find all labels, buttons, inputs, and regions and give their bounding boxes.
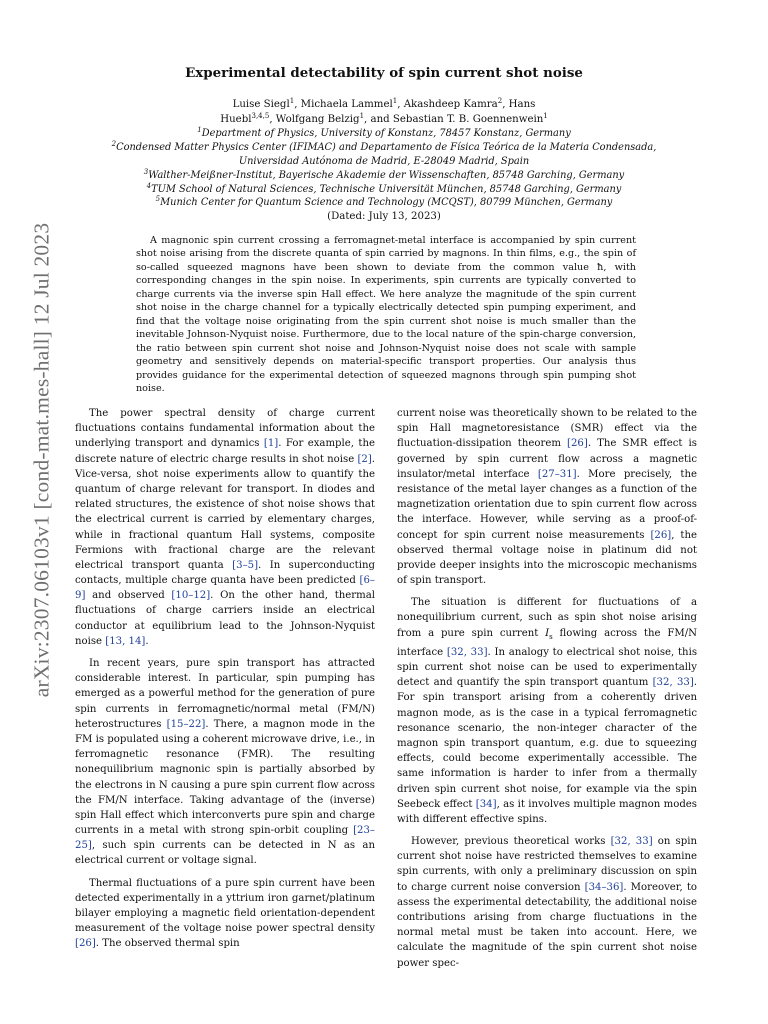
- subscript: s: [549, 632, 553, 641]
- affiliation-2-cont: Universidad Autónoma de Madrid, E-28049 Madrid, Spain: [238, 156, 530, 167]
- citation-link[interactable]: [26]: [567, 438, 588, 450]
- math-symbol: I: [545, 627, 550, 639]
- superscript: 2: [111, 140, 117, 148]
- superscript: 3: [143, 168, 149, 176]
- abstract: A magnonic spin current crossing a ferromagnet-metal interface is accompanied by spin current shot noise arising from the discrete quanta of spin carried by magnons. In thin films, e.g., the spin of so-called squeezed magnons have been shown to deviate from the common value ħ, with corresponding changes in the spin noise. In experiments, spin currents are typically converted to charge currents via the inverse spin Hall effect. We here analyze the magnitude of the spin current shot noise in the charge channel for a typically electrically detected spin pumping experiment, and find that the voltage noise originating from the spin current shot noise is much smaller than the inevitable Johnson-Nyquist noise. Furthermore, due to the local nature of the spin-charge conversion, the ratio between spin current shot noise and Johnson-Nyquist noise does not scale with sample geometry and sensitively depends on material-specific transport properties. Our analysis thus provides guidance for the experimental detection of squeezed magnons through spin pumping shot noise.: [136, 235, 636, 394]
- paragraph: In recent years, pure spin transport has attracted considerable interest. In particular, spin pumping has emerged as a powerful method for the generation of pure spin currents in ferromagnetic/normal metal (FM/N) heterostructures [15–22]. There, a magnon mode in the FM is populated using a coherent microwave drive, i.e., in ferromagnetic resonance (FMR). The resulting nonequilibrium magnonic spin is partially absorbed by the electrons in N causing a pure spin current flow across the FM/N interface. Taking advantage of the (inverse) spin Hall effect which interconverts pure spin and charge currents in a metal with strong spin-orbit coupling [23–25], such spin currents can be detected in N as an electrical current or voltage signal.: [75, 658, 375, 867]
- superscript: 4: [146, 182, 152, 190]
- superscript: 1: [197, 126, 202, 134]
- citation-link[interactable]: [27–31]: [537, 468, 577, 480]
- citation-link[interactable]: [26]: [650, 529, 672, 541]
- citation-link[interactable]: [13, 14]: [105, 635, 146, 647]
- citation-link[interactable]: [2]: [357, 453, 372, 465]
- paragraph: current noise was theoretically shown to be related to the spin Hall magnetoresistance (SMR) effect via the fluctuation-dissipation theorem [26]. The SMR effect is governed by spin current flow across a magnetic insulator/metal interface [27–31]. More precisely, the resistance of the metal layer changes as a function of the magnetization orientation due to spin current flow across the interface. However, while serving as a proof-of-concept for spin current noise measurements [26], the observed thermal voltage noise in platinum did not provide deeper insights into the microscopic mechanisms of spin transport.: [397, 408, 697, 587]
- superscript: 1: [392, 97, 398, 105]
- citation-link[interactable]: [3–5]: [232, 559, 259, 571]
- citation-link[interactable]: [6–9]: [75, 575, 375, 602]
- authors-line-2: Huebl$^{3,4,5}$, Wolfgang Belzig$^1$, and Sebastian T. B. Goennenwein$^1$: [220, 112, 548, 125]
- superscript: 5: [155, 195, 161, 203]
- superscript: 3,4,5: [251, 112, 270, 120]
- arxiv-identifier-stamp: [22, 222, 62, 698]
- paragraph: However, previous theoretical works [32, 33] on spin current shot noise have restricted themselves to examine spin currents, with only a preliminary discussion on spin to charge current noise conversion [34–36]. Moreover, to assess the experimental detectability, the additional noise contributions arising from charge fluctuations in the normal metal must be taken into account. Here, we calculate the magnitude of the spin current shot noise power spec-: [397, 836, 697, 969]
- right-column: [397, 406, 697, 978]
- left-column: [75, 406, 375, 959]
- superscript: 1: [289, 97, 295, 105]
- affiliation-3: $^3$Walther-Meißner-Institut, Bayerische Akademie der Wissenschaften, 85748 Garching, Germany: [143, 168, 625, 181]
- citation-link[interactable]: [34–36]: [584, 881, 624, 893]
- citation-link[interactable]: [32, 33]: [610, 836, 653, 848]
- affiliation-2: $^2$Condensed Matter Physics Center (IFIMAC) and Departamento de Física Teórica de la Materia Condensada,: [111, 140, 657, 153]
- superscript: 1: [543, 112, 548, 120]
- affiliation-1: $^1$Department of Physics, University of Konstanz, 78457 Konstanz, Germany: [197, 126, 571, 139]
- citation-link[interactable]: [10–12]: [171, 590, 211, 602]
- paragraph: Thermal fluctuations of a pure spin current have been detected experimentally in a yttrium iron garnet/platinum bilayer employing a magnetic field orientation-dependent measurement of the voltage noise power spectral density [26]. The observed thermal spin: [75, 877, 375, 950]
- arxiv-identifier-text: arXiv:2307.06103v1 [cond-mat.mes-hall] 12 Jul 2023: [29, 222, 54, 698]
- dated-line: (Dated: July 13, 2023): [327, 211, 441, 222]
- paragraph: The situation is different for fluctuations of a nonequilibrium current, such as spin shot noise arising from a pure spin current $I_s$ flowing across the FM/N interface [32, 33]. In analogy to electrical shot noise, this spin current shot noise can be used to experimentally detect and quantify the spin transport quantum [32, 33]. For spin transport arising from a coherently driven magnon mode, as is the case in a typical ferromagnetic resonance scenario, the non-integer character of the magnon spin transport quantum, e.g. due to squeezing effects, could become experimentally accessible. The same information is harder to infer from a thermally driven spin current shot noise, for example via the spin Seebeck effect [34], as it involves multiple magnon modes with different effective spins.: [397, 597, 698, 825]
- authors-line-1: Luise Siegl$^1$, Michaela Lammel$^1$, Akashdeep Kamra$^2$, Hans: [232, 97, 536, 110]
- citation-link[interactable]: [1]: [263, 438, 279, 450]
- citation-link[interactable]: [15–22]: [166, 718, 206, 730]
- citation-link[interactable]: [26]: [75, 938, 96, 950]
- citation-link[interactable]: [34]: [475, 798, 497, 810]
- affiliation-4: $^4$TUM School of Natural Sciences, Technische Universität München, 85748 Garching, Germany: [146, 182, 622, 195]
- citation-link[interactable]: [23–25]: [75, 825, 375, 852]
- superscript: 2: [497, 97, 503, 105]
- citation-link[interactable]: [32, 33]: [446, 646, 488, 658]
- paragraph: The power spectral density of charge current fluctuations contains fundamental information about the underlying transport and dynamics [1]. For example, the discrete nature of electric charge results in shot noise [2]. Vice-versa, shot noise experiments allow to quantify the quantum of charge relevant for transport. In diodes and related structures, the existence of shot noise shows that the electrical current is carried by elementary charges, while in fractional quantum Hall systems, composite Fermions with fractional charge are the relevant electrical transport quanta [3–5]. In superconducting contacts, multiple charge quanta have been predicted [6–9] and observed [10–12]. On the other hand, thermal fluctuations of charge carriers inside an electrical conductor at equilibrium lead to the Johnson-Nyquist noise [13, 14].: [75, 408, 375, 647]
- superscript: 1: [359, 112, 365, 120]
- citation-link[interactable]: [32, 33]: [652, 677, 694, 689]
- affiliation-5: $^5$Munich Center for Quantum Science and Technology (MCQST), 80799 München, Germany: [155, 195, 613, 208]
- paper-title: Experimental detectability of spin current shot noise: [185, 65, 583, 81]
